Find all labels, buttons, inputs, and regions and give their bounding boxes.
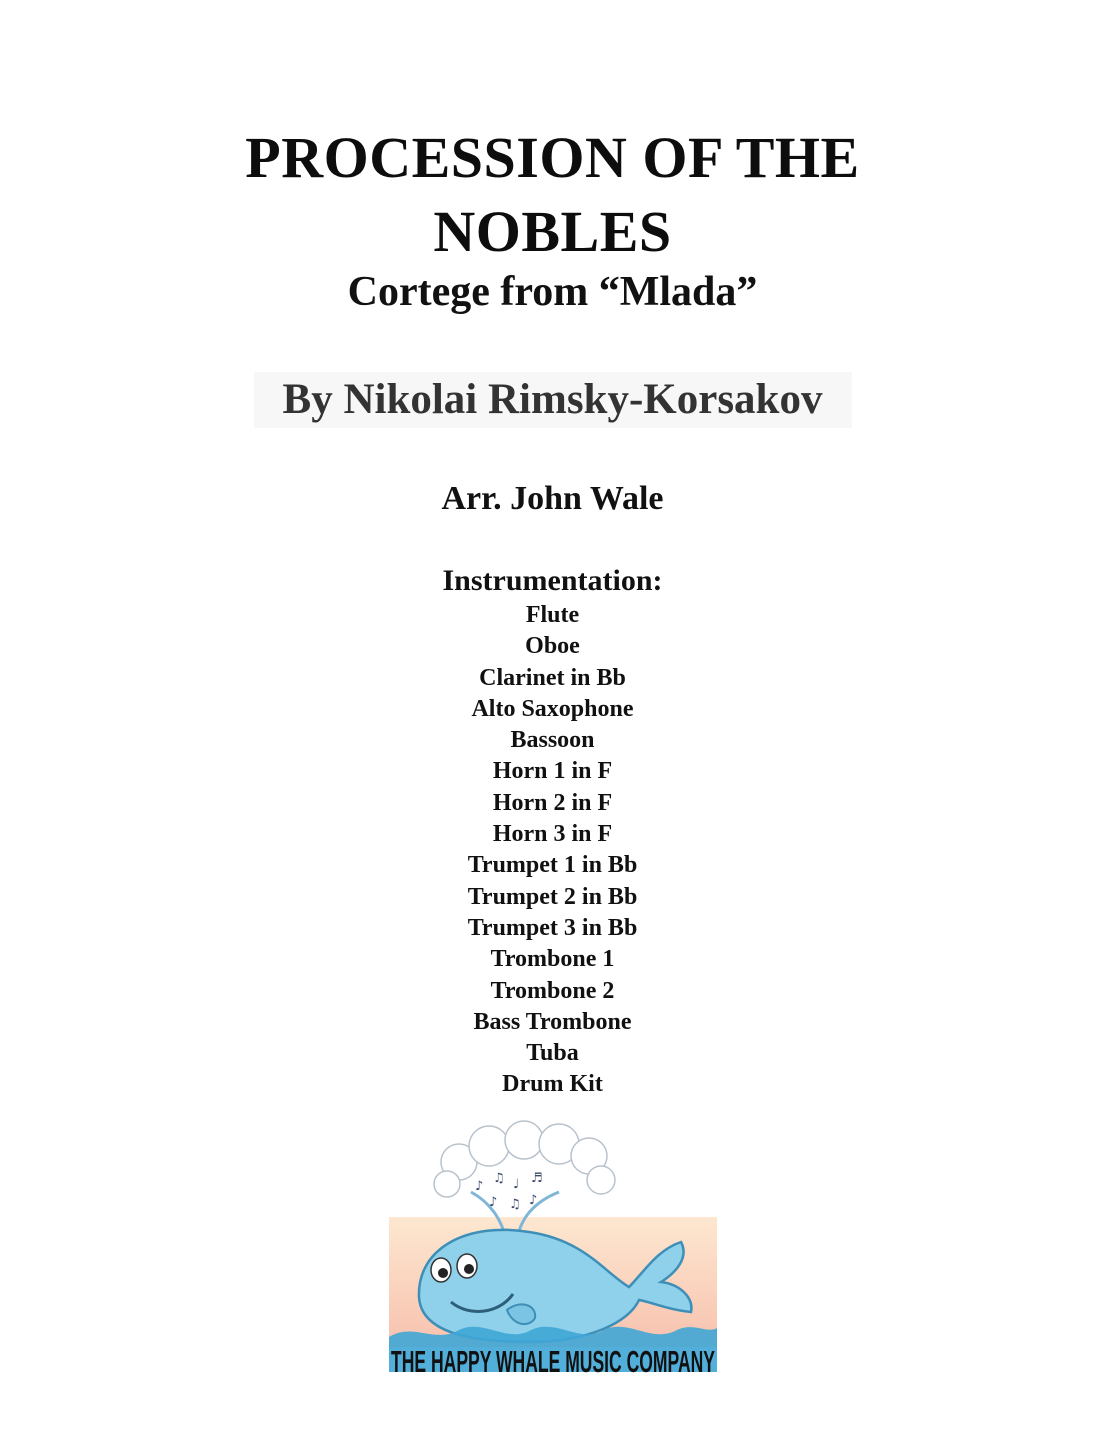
instrument-item: Tuba	[526, 1040, 579, 1067]
instrument-item: Horn 2 in F	[492, 789, 613, 816]
svg-text:♬: ♬	[531, 1171, 543, 1186]
instrument-item: Trombone 1	[490, 946, 615, 973]
svg-text:♪: ♪	[475, 1179, 484, 1194]
instrument-item: Oboe	[525, 633, 580, 660]
logo-company-name: THE HAPPY WHALE MUSIC COMPANY	[391, 1344, 716, 1379]
instrument-item: Flute	[525, 602, 580, 628]
instrument-item: Trumpet 3 in Bb	[467, 914, 638, 941]
instrument-item: Bass Trombone	[473, 1008, 632, 1035]
instrument-list	[0, 600, 1105, 1101]
svg-text:♫: ♫	[509, 1197, 521, 1212]
instrument-item: Clarinet in Bb	[479, 664, 626, 691]
instrument-item: Trumpet 1 in Bb	[467, 852, 638, 879]
arranger-credit: Arr. John Wale	[441, 480, 664, 517]
svg-text:♪: ♪	[489, 1195, 498, 1210]
spout-icon	[434, 1121, 615, 1197]
svg-text:♩: ♩	[513, 1177, 520, 1192]
instrument-item: Horn 3 in F	[492, 821, 613, 848]
svg-text:♫: ♫	[493, 1171, 505, 1186]
title-line-1: PROCESSION OF THE	[245, 125, 860, 190]
instrumentation-heading: Instrumentation:	[442, 564, 663, 597]
subtitle: Cortege from “Mlada”	[347, 269, 758, 315]
instrument-item: Bassoon	[510, 727, 595, 754]
happy-whale-logo	[389, 1122, 717, 1382]
title-line-2: NOBLES	[433, 199, 672, 264]
instrument-item: Trumpet 2 in Bb	[467, 883, 638, 910]
music-notes-icon	[475, 1171, 543, 1212]
instrument-item: Trombone 2	[490, 977, 615, 1004]
svg-text:♪: ♪	[529, 1193, 538, 1208]
instrument-item: Drum Kit	[502, 1071, 603, 1098]
composer-credit: By Nikolai Rimsky-Korsakov	[282, 376, 823, 423]
instrument-item: Horn 1 in F	[492, 758, 613, 785]
instrument-item: Alto Saxophone	[471, 695, 634, 722]
